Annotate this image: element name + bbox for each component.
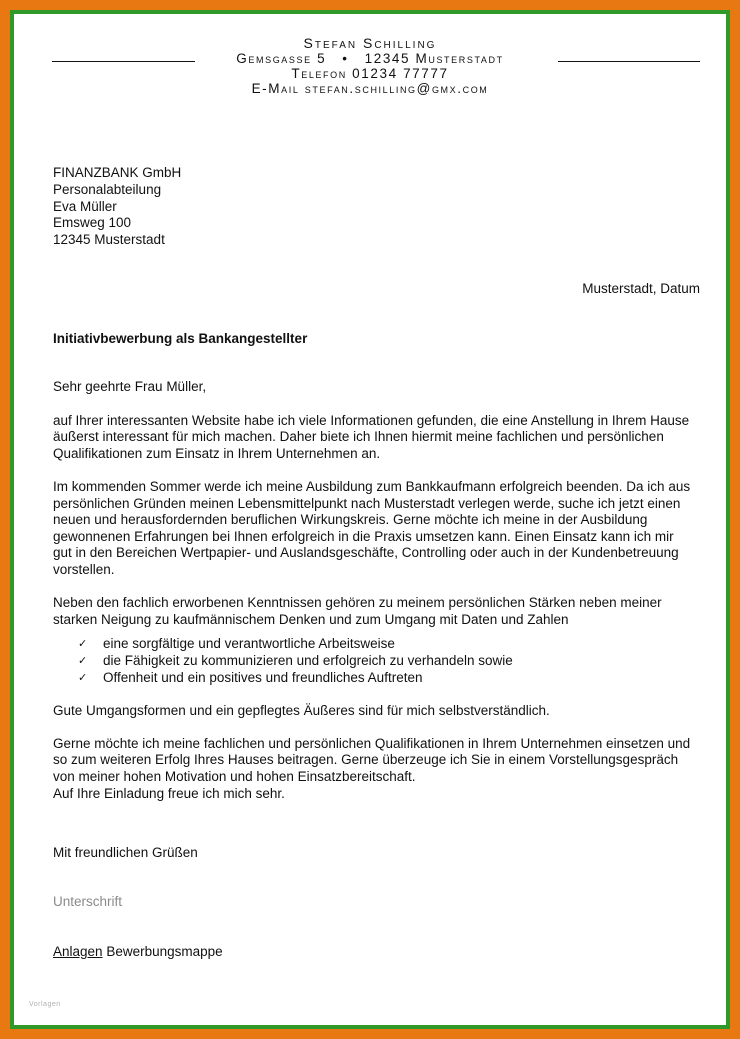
- recipient-company: FINANZBANK GmbH: [53, 165, 182, 180]
- strengths-list: [53, 636, 693, 686]
- enclosures-value: Bewerbungsmappe: [106, 944, 223, 959]
- salutation: Sehr geehrte Frau Müller,: [53, 379, 207, 394]
- letterhead: [14, 36, 726, 96]
- watermark: Vorlagen: [29, 1001, 61, 1008]
- list-item-text: die Fähigkeit zu kommunizieren und erfolgreich zu verhandeln sowie: [103, 652, 513, 668]
- recipient-address: [53, 165, 181, 249]
- recipient-city: 12345 Musterstadt: [53, 232, 165, 248]
- checkmark-icon: ✓: [78, 653, 88, 667]
- recipient-department: Personalabteilung: [53, 181, 162, 197]
- subject-line: Initiativbewerbung als Bankangestellter: [53, 331, 308, 346]
- list-item: [78, 636, 693, 653]
- enclosures-label: Anlagen: [53, 944, 103, 959]
- recipient-person: Eva Müller: [53, 198, 117, 214]
- paragraph-manners: Gute Umgangsformen und ein gepflegtes Äußeres sind für mich selbstverständlich.: [53, 702, 550, 718]
- closing-greeting: Mit freundlichen Grüßen: [53, 845, 198, 860]
- recipient-street: Emsweg 100: [53, 215, 132, 231]
- date-line: Musterstadt, Datum: [582, 281, 700, 296]
- checkmark-icon: ✓: [78, 670, 88, 684]
- sender-phone: Telefon 01234 77777: [291, 66, 449, 81]
- letter-body: [53, 379, 693, 819]
- paragraph-strengths: Neben den fachlich erworbenen Kenntnissen gehören zu meinem persönlichen Stärken neben meiner starken Neigung zu kaufmännischem Denken und zum Umgang mit Daten und Zahlen: [53, 595, 662, 627]
- signature-placeholder: Unterschrift: [53, 894, 123, 909]
- list-item-text: Offenheit und ein positives und freundliches Auftreten: [103, 669, 423, 685]
- sender-email: E-Mail stefan.schilling@gmx.com: [251, 81, 489, 96]
- list-item: [78, 653, 693, 670]
- list-item: [78, 670, 693, 687]
- list-item-text: eine sorgfältige und verantwortliche Arbeitsweise: [103, 636, 395, 652]
- paragraph-motivation: Gerne möchte ich meine fachlichen und persönlichen Qualifikationen in Ihrem Unternehmen einsetzen und so zum weiteren Erfolg Ihres Hauses beitragen. Gerne überzeuge ich Sie in einem Vorstellungsgespräch von meiner hohen Motivation und hohen Einsatzbereitschaft.: [53, 735, 691, 785]
- sender-address: Gemsgasse 5 • 12345 Musterstadt: [236, 51, 504, 66]
- paragraph-intro: auf Ihrer interessanten Website habe ich viele Informationen gefunden, die eine Anstellung in Ihrem Hause äußerst interessant für mich machen. Daher biete ich Ihnen hiermit meine fachlichen und persönlichen Qualifikationen zum Einsatz in Ihrem Unternehmen an.: [53, 412, 690, 461]
- sender-name: Stefan Schilling: [303, 35, 437, 51]
- letter-page: [14, 14, 726, 1025]
- paragraph-invitation: Auf Ihre Einladung freue ich mich sehr.: [53, 785, 285, 801]
- checkmark-icon: ✓: [78, 637, 88, 651]
- enclosures: [53, 944, 223, 959]
- paragraph-education: Im kommenden Sommer werde ich meine Ausbildung zum Bankkaufmann erfolgreich beenden. Da ich aus persönlichen Gründen meinen Lebensmittelpunkt nach Musterstadt verlegen werde, suche ich jetzt einen neuen und herausfordernden beruflichen Wirkungskreis. Gerne möchte ich meine in der Ausbildung gewonnenen Erfahrungen bei Ihnen erfolgreich in die Praxis umsetzen kann. Einen Einsatz kann ich mir gut in den Bereichen Wertpapier- und Auslandsgeschäfte, Controlling oder auch in der Kundenbetreuung vorstellen.: [53, 478, 691, 577]
